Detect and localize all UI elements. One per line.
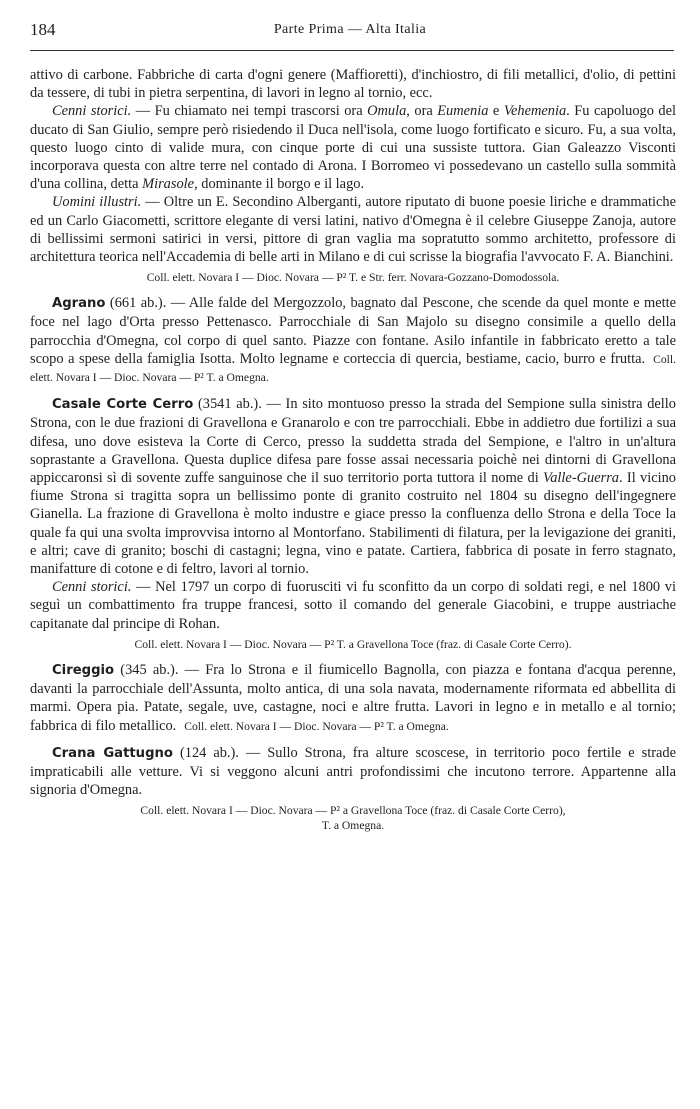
- spacer: [30, 386, 676, 395]
- entry-cireggio: [30, 661, 676, 735]
- entry-population: (345 ab.).: [114, 661, 179, 678]
- entry-population: (3541 ab.).: [193, 396, 262, 413]
- place-name: Mirasole: [142, 176, 195, 193]
- admin-note: Coll. elett. Novara I — Dioc. Novara — P² T. e Str. ferr. Novara-Gozzano-Domodossola.: [146, 271, 560, 285]
- entry-population: (661 ab.).: [105, 295, 167, 312]
- text-run: — Nel 1797 un corpo di fuorusciti vi fu sconfitto da un corpo di soldati regi, e nel 1800 vi seguì un combattimento fra truppe francesi, sotto il comando del generale Giacobini, e truppe austriache capitanate dal principe di Rohan.: [30, 579, 676, 632]
- section-label: Cenni storici.: [52, 103, 132, 120]
- text-run: — Fu chiamato nei tempi trascorsi ora: [131, 103, 368, 120]
- entry-crana-gattugno: [30, 744, 676, 800]
- text-run: , dominante il borgo e il lago.: [194, 176, 365, 193]
- page-number: 184: [30, 20, 56, 39]
- entry-casale-corte-cerro: [30, 395, 676, 578]
- text-run: . Il vicino fiume Strona si tragitta sopra un bellissimo ponte di granito costruito nel 1804 su disegno dell'ingegnere Gianella. La frazione di Gravellona è molto industre e giace presso la confluenza dello Strona e della Toce la quale fa qui una svolta improvvisa intorno al Montorfano. Stabilimenti di filatura, per la levigazione dei graniti, e altri; cave di granito; boschi di castagni; legna, vino e patate. Cartiera, fabbrica di posate in ferro stagnato, manifatture di cotone e di feltro, lavori al tornio.: [30, 470, 676, 578]
- text-run: e: [488, 103, 504, 120]
- text-run: — Oltre un E. Secondino Alberganti, autore riputato di buone poesie liriche e drammatiche ed un Carlo Giacometti, scrittore elegante di versi latini, nativo d'Omegna è il celebre Giuseppe Zanoja, autore di bellissimi sermoni satirici in versi, pittore di gran vaglia ma sopratutto sommo architetto, professore di architettura teorica nell'Accademia di belle arti in Milano e di cui scrisse la biografia l'avvocato F. A. Bianchini.: [30, 194, 676, 266]
- text-run: — Alle falde del Mergozzolo, bagnato dal Pescone, che scende da quel monte e mette foce nel lago d'Orta presso Pettenasco. Parrocchiale di San Majolo su disegno consimile a quello della parrocchia d'Omegna, col corpo di quel santo. Piazze con fontane. Asilo infantile in fabbricato eretto a tale scopo a spese della famiglia Isotta. Molto legname e corteccia di quercia, bestiame, cacio, burro e frutta.: [30, 295, 676, 367]
- omegna-uomini-paragraph: [30, 193, 676, 266]
- omegna-industry-paragraph: attivo di carbone. Fabbriche di carta d'ogni genere (Maffioretti), d'inchiostro, di fili metallici, d'olio, di pettini da tessere, di tubi in pietra serpentina, di lavori in legno al tornio, ecc.: [30, 67, 676, 102]
- entry-agrano: [30, 294, 676, 386]
- admin-note-line: Coll. elett. Novara I — Dioc. Novara — P² a Gravellona Toce (fraz. di Casale Corte Cerro),: [140, 804, 566, 818]
- text-run: — Fra lo Strona e il fiumicello Bagnolla, con piazza e fontana d'acqua perenne, davanti la parrocchiale dell'Assunta, molto antica, di una sola navata, modernamente riformata ed abbellita di marmi. Opera pia. Patate, segale, uve, castagne, noci e altre frutta. Lavori in legno e in metallo e al tornio; fabbrica di filo metallico.: [30, 661, 676, 734]
- text-run: , ora: [406, 103, 438, 120]
- section-label: Uomini illustri.: [52, 194, 142, 211]
- page-header: [30, 20, 670, 44]
- place-name: Omula: [367, 103, 407, 120]
- admin-note: Coll. elett. Novara I — Dioc. Novara — P² T. a Omegna.: [184, 719, 449, 733]
- text-run: — In sito montuoso presso la strada del Sempione sulla sinistra dello Strona, con le due frazioni di Gravellona e Granarolo e con tre parrocchiali. Ebbe in addietro due fortilizi a sua difesa, uno dove esisteva la Corte di Cerco, presso la suddetta strada del Sempione, e l'altro in un'altura soprastante a Gravellona. Questa duplice difesa pare fosse assai necessaria poichè nei dintorni di Gravellona appiccaronsi sì di sovente zuffe sanguinose che il suo territorio porta tuttora il nome di: [30, 396, 677, 487]
- running-title: Parte Prima — Alta Italia: [273, 22, 427, 37]
- place-name: Vehemenia: [503, 103, 567, 120]
- entry-title: Agrano: [52, 296, 106, 312]
- entry-title: Crana Gattugno: [52, 745, 173, 761]
- place-name: Valle-Guerra: [543, 470, 619, 487]
- page-body: [30, 66, 676, 842]
- admin-note: Coll. elett. Novara I — Dioc. Novara — P² T. a Omegna.: [30, 352, 676, 385]
- entry-title: Cireggio: [52, 662, 115, 678]
- admin-note-line: T. a Omegna.: [321, 819, 385, 833]
- spacer: [30, 735, 676, 744]
- entry-title: Casale Corte Cerro: [52, 397, 194, 413]
- place-name: Eumenia: [437, 103, 489, 120]
- entry-population: (124 ab.).: [172, 744, 239, 761]
- text-run: — Sullo Strona, fra alture scoscese, in territorio poco fertile e strade impraticabili alle vetture. Vi si veggono alcuni antri profondissimi che incutono terrore. Appartenne alla signoria d'Omegna.: [30, 744, 676, 799]
- admin-note: Coll. elett. Novara I — Dioc. Novara — P² T. a Gravellona Toce (fraz. di Casale Corte Cerro).: [134, 637, 572, 651]
- section-label: Cenni storici.: [52, 579, 132, 596]
- omegna-storia-paragraph: [30, 102, 676, 193]
- admin-note: [30, 803, 676, 833]
- text-run: . Fu capoluogo del ducato di San Giulio, sempre però risiedendo il Duca nell'isola, come luogo fortificato e sicuro. Fu, a sua volta, questo luogo cinto di valide mura, con cinque porte di cui una sussiste tuttora. Gian Galeazzo Visconti incorporava questa con altre terre nel contado di Arona. I Borromeo vi possedevano un castello sulla sommità d'una collina, detta: [30, 103, 676, 193]
- casale-storia-paragraph: [30, 578, 676, 633]
- header-rule: [30, 50, 674, 51]
